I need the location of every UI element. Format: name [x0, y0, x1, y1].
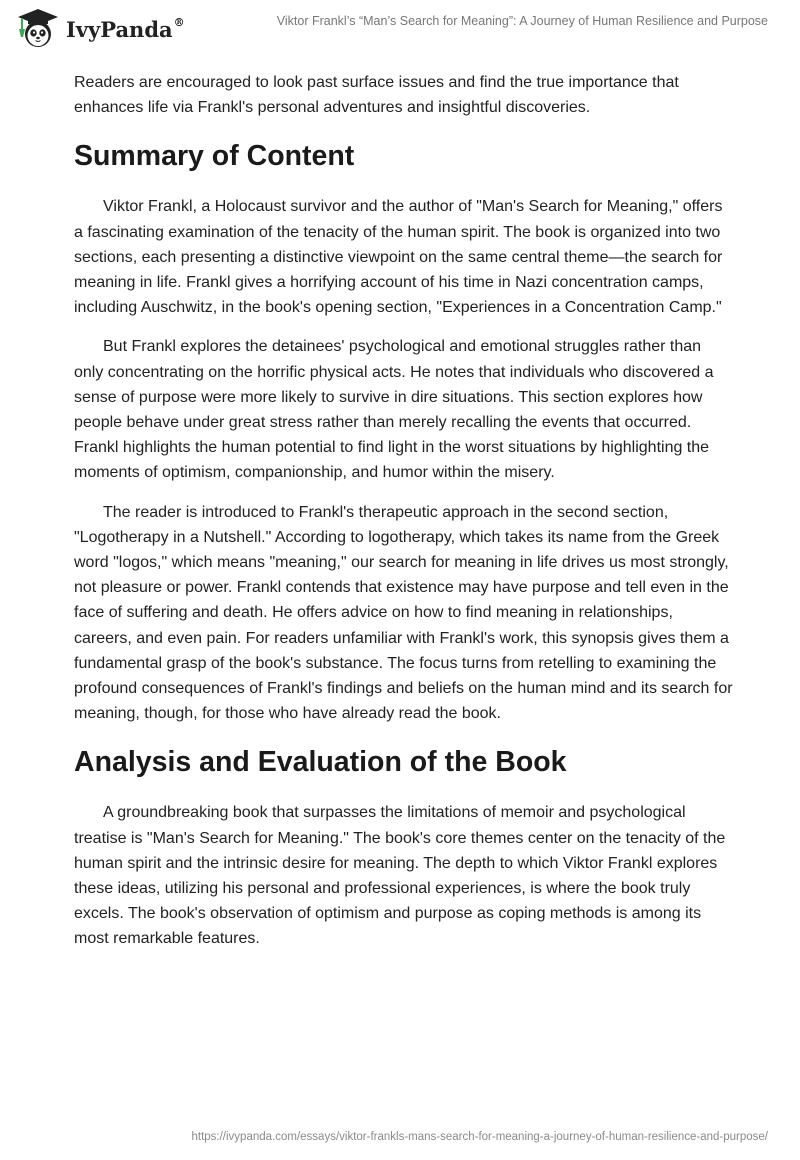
section-heading-analysis: Analysis and Evaluation of the Book [74, 746, 567, 779]
summary-paragraph-1: Viktor Frankl, a Holocaust survivor and the author of "Man's Search for Meaning," offers a fascinating examination of the tenacity of the human spirit. The book is organized into two sections, each presenting a distinctive viewpoint on the same central theme—the search for meaning in life. Frankl gives a horrifying account of his time in Nazi concentration camps, including Auschwitz, in the book's opening section, "Experiences in a Concentration Camp." [74, 198, 723, 317]
intro-paragraph: Readers are encouraged to look past surface issues and find the true importance that enhances life via Frankl's personal adventures and insightful discoveries. [74, 74, 679, 117]
document-title: Viktor Frankl’s “Man’s Search for Meaning”: A Journey of Human Resilience and Purpose [276, 14, 768, 28]
page-header [0, 0, 800, 58]
analysis-paragraph-1: A groundbreaking book that surpasses the limitations of memoir and psychological treatise is "Man's Search for Meaning." The book's core themes center on the tenacity of the human spirit and the intrinsic desire for meaning. The depth to which Viktor Frankl explores these ideas, utilizing his personal and professional experiences, is where the book truly excels. The book's observation of optimism and purpose as coping methods is among its most remarkable features. [74, 804, 726, 948]
summary-paragraph-2: But Frankl explores the detainees' psychological and emotional struggles rather than only concentrating on the horrific physical acts. He notes that individuals who discovered a sense of purpose were more likely to survive in dire situations. This section explores how people behave under great stress rather than merely recalling the events that occurred. Frankl highlights the human potential to find light in the worst situations by highlighting the moments of optimism, companionship, and humor within the misery. [74, 338, 714, 482]
article-body [74, 70, 734, 952]
panda-graduate-icon [16, 7, 60, 51]
summary-paragraph-3: The reader is introduced to Frankl's therapeutic approach in the second section, "Logotherapy in a Nutshell." According to logotherapy, which takes its name from the Greek word "logos," which means "meaning," our search for meaning in life drives us most strongly, not pleasure or power. Frankl contends that existence may have purpose and tell even in the face of suffering and death. He offers advice on how to find meaning in relationships, careers, and even pain. For readers unfamiliar with Frankl's work, this synopsis gives them a fundamental grasp of the book's substance. The focus turns from retelling to examining the profound consequences of Frankl's findings and beliefs on the human mind and its search for meaning, though, for those who have already read the book. [74, 503, 733, 723]
section-heading-summary: Summary of Content [74, 140, 355, 173]
source-url[interactable]: https://ivypanda.com/essays/viktor-frankls-mans-search-for-meaning-a-journey-of-human-resilience-and-purpose/ [191, 1131, 768, 1143]
logo-wordmark: IvyPanda® [66, 15, 185, 42]
registered-mark: ® [173, 15, 185, 29]
ivypanda-logo[interactable] [16, 7, 185, 51]
